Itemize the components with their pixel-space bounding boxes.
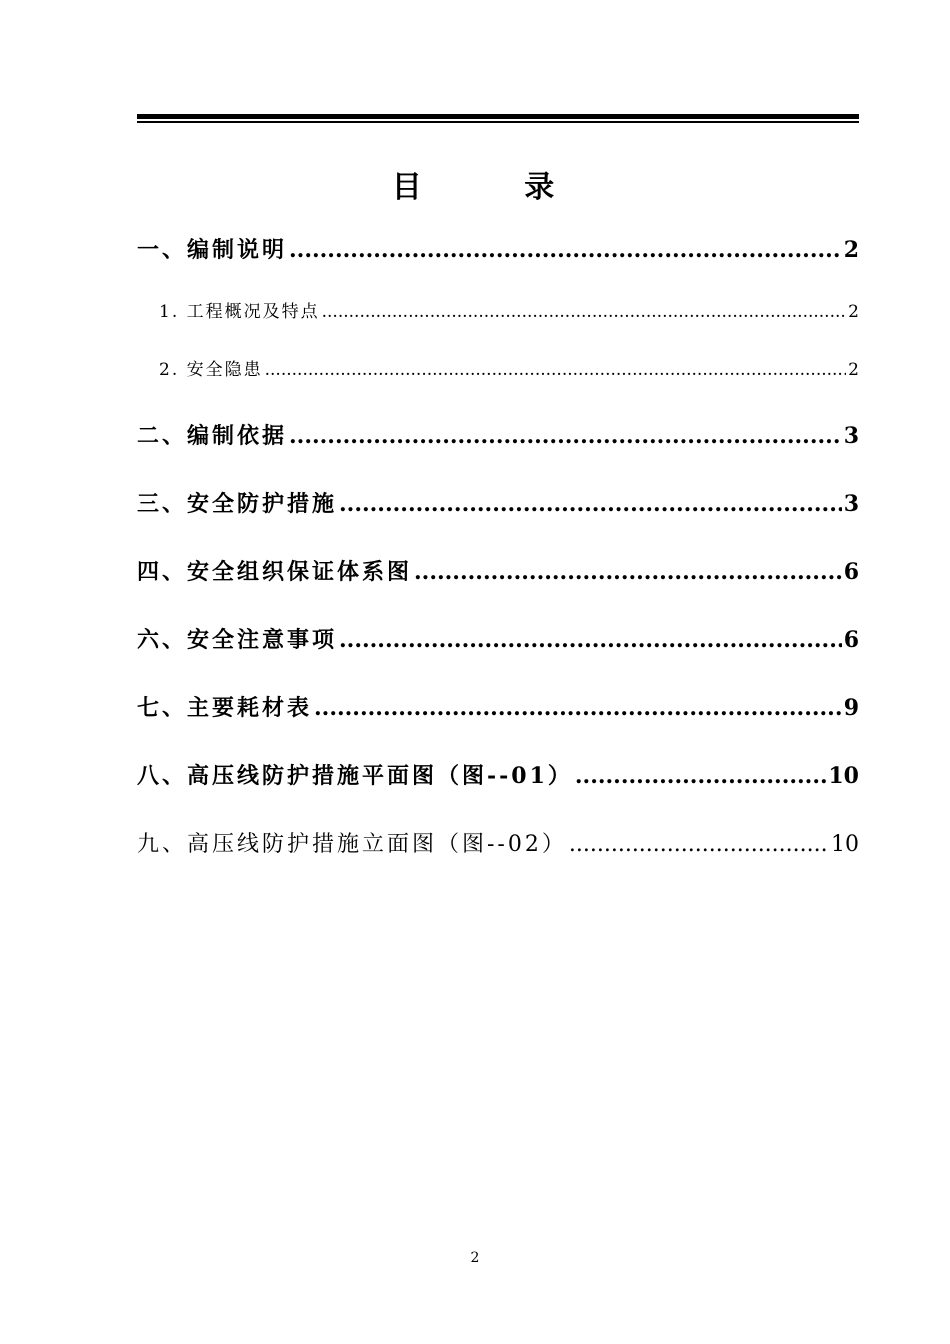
footer-page-number: 2 — [470, 1250, 480, 1266]
toc-entry-page: 2 — [848, 302, 859, 322]
toc-entry-label: 七、主要耗材表 — [137, 695, 313, 721]
toc-leader-dots — [339, 491, 842, 517]
toc-entry-label: 2. 安全隐患 — [159, 360, 263, 380]
toc-leader-dots — [322, 302, 847, 322]
toc-entry-page: 2 — [848, 360, 859, 380]
toc-leader-dots — [289, 423, 842, 449]
toc-leader-dots — [265, 360, 847, 380]
toc-entry-label: 二、编制依据 — [137, 423, 288, 449]
toc-entry-1[interactable] — [137, 233, 859, 264]
toc-entry-page: 10 — [831, 832, 859, 857]
toc-entry-9[interactable] — [137, 827, 859, 858]
header-rule-thin — [137, 121, 859, 123]
toc-entry-label: 六、安全注意事项 — [137, 627, 338, 653]
toc-entry-page: 6 — [843, 559, 859, 585]
toc-leader-dots — [575, 763, 826, 789]
toc-leader-dots — [314, 695, 842, 721]
toc-entry-2[interactable] — [137, 419, 859, 450]
toc-leader-dots — [339, 627, 842, 653]
toc-entry-1-1[interactable] — [159, 297, 859, 322]
toc-entry-label: 一、编制说明 — [137, 237, 288, 263]
toc-entry-page: 3 — [843, 423, 859, 449]
toc-entry-label: 九、高压线防护措施立面图（图--02） — [137, 832, 567, 857]
toc-entry-label: 八、高压线防护措施平面图（图--01） — [137, 763, 573, 789]
toc-entry-3[interactable] — [137, 487, 859, 518]
toc-entry-page: 6 — [843, 627, 859, 653]
toc-entry-page: 2 — [843, 237, 859, 263]
toc-leader-dots — [569, 832, 829, 857]
toc-entry-1-2[interactable] — [159, 355, 859, 380]
toc-entry-label: 四、安全组织保证体系图 — [137, 559, 413, 585]
toc-entry-page: 10 — [828, 763, 859, 789]
toc-entry-label: 三、安全防护措施 — [137, 491, 338, 517]
toc-entry-8[interactable] — [137, 759, 859, 790]
toc-leader-dots — [289, 237, 842, 263]
toc-entry-page: 9 — [843, 695, 859, 721]
toc-entry-7[interactable] — [137, 691, 859, 722]
toc-entry-6[interactable] — [137, 623, 859, 654]
header-rule-thick — [137, 114, 859, 119]
toc-title: 目 录 — [391, 170, 601, 205]
toc-entry-label: 1. 工程概况及特点 — [159, 302, 320, 322]
toc-leader-dots — [414, 559, 842, 585]
toc-entry-4[interactable] — [137, 555, 859, 586]
toc-entry-page: 3 — [843, 491, 859, 517]
